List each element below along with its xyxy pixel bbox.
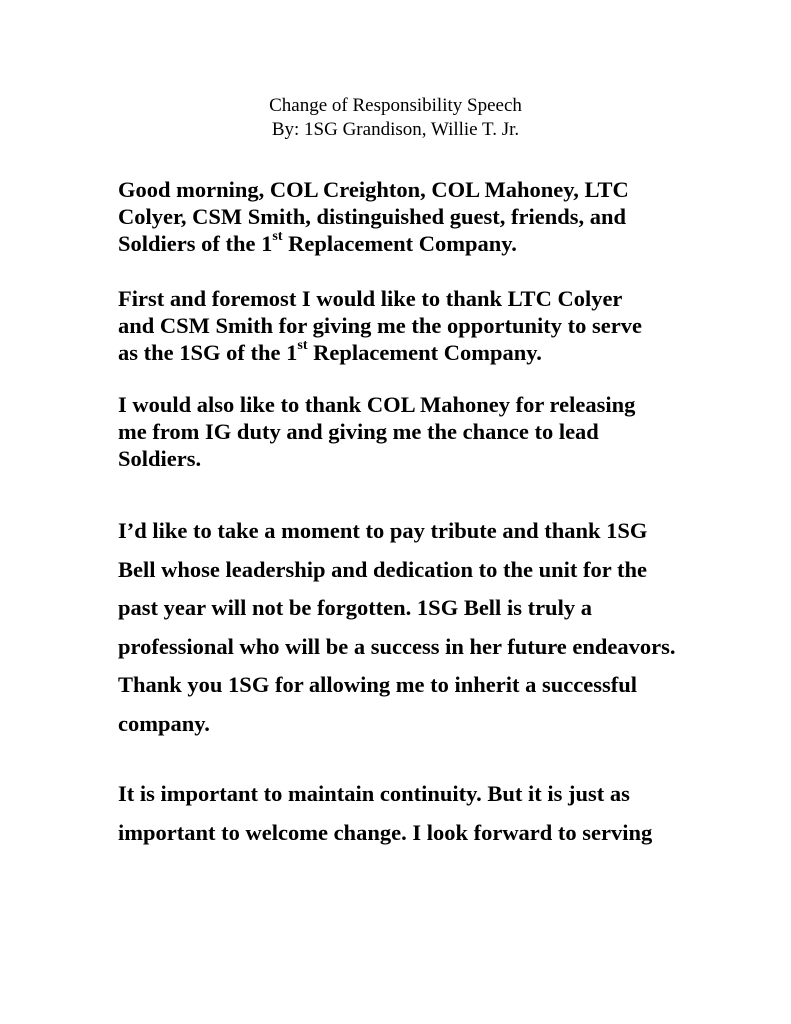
paragraph-continuity <box>118 775 678 852</box>
paragraph-greeting <box>118 176 678 257</box>
text-line: professional who will be a success in her future endeavors. <box>118 633 676 659</box>
text-line: Thank you 1SG for allowing me to inherit a successful <box>118 672 638 697</box>
paragraph-thanks-col <box>118 391 678 472</box>
text-line: I would also like to thank COL Mahoney for releasing <box>118 392 636 417</box>
text-line: I’d like to take a moment to pay tribute and thank 1SG <box>118 518 648 543</box>
text-line: Colyer, CSM Smith, distinguished guest, friends, and <box>118 204 627 229</box>
text-fragment: Replacement Company. <box>307 340 542 365</box>
text-fragment: as the 1SG of the 1 <box>118 340 298 365</box>
document-header <box>0 94 791 142</box>
text-fragment: Replacement Company. <box>282 231 517 256</box>
text-line: me from IG duty and giving me the chance to lead <box>118 419 599 444</box>
text-line: company. <box>118 710 210 736</box>
document-byline: By: 1SG Grandison, Willie T. Jr. <box>271 119 520 140</box>
text-line: Good morning, COL Creighton, COL Mahoney, LTC <box>118 177 629 202</box>
paragraph-tribute <box>118 512 678 743</box>
ordinal-superscript: st <box>272 228 283 244</box>
text-line <box>118 339 678 366</box>
text-line <box>118 230 678 257</box>
text-fragment: Soldiers of the 1 <box>118 231 273 256</box>
text-line: Bell whose leadership and dedication to the unit for the <box>118 556 647 582</box>
text-line: important to welcome change. I look forward to serving <box>118 819 653 845</box>
text-line: It is important to maintain continuity. But it is just as <box>118 781 630 806</box>
paragraph-thanks-ltc <box>118 285 678 366</box>
document-title: Change of Responsibility Speech <box>269 95 522 116</box>
text-line: First and foremost I would like to thank LTC Colyer <box>118 286 623 311</box>
text-line: Soldiers. <box>118 446 202 471</box>
ordinal-superscript: st <box>297 337 308 353</box>
text-line: and CSM Smith for giving me the opportunity to serve <box>118 313 642 338</box>
text-line: past year will not be forgotten. 1SG Bell is truly a <box>118 595 592 620</box>
